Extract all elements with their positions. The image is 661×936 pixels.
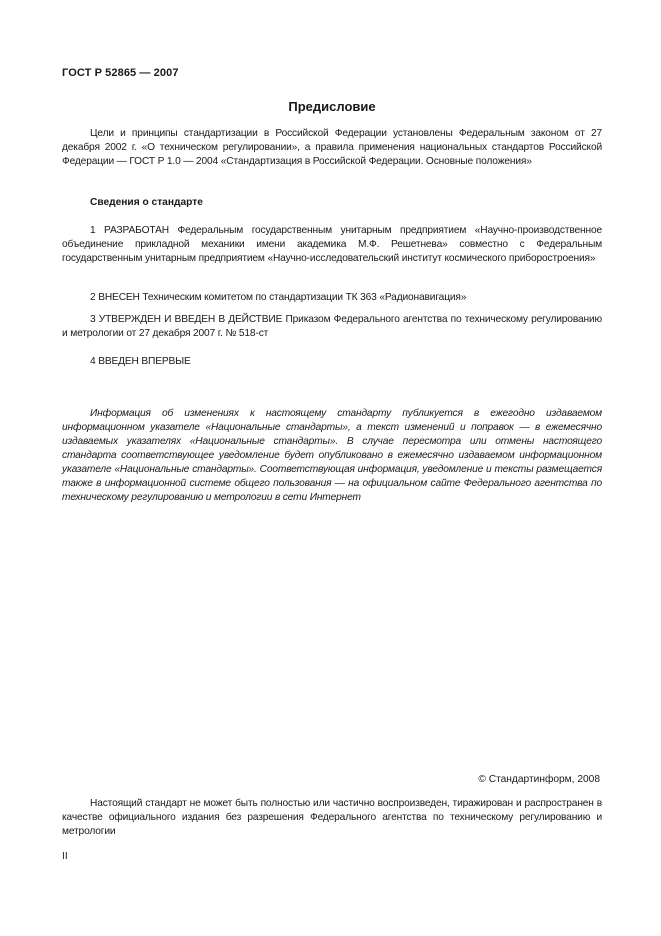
page-title: Предисловие — [288, 99, 376, 114]
standard-info-item-2: 2 ВНЕСЕН Техническим комитетом по стандартизации ТК 363 «Радионавигация» — [90, 292, 467, 303]
standard-info-item-4: 4 ВВЕДЕН ВПЕРВЫЕ — [90, 356, 191, 367]
copyright-notice: © Стандартинформ, 2008 — [478, 774, 600, 785]
page-number: II — [62, 851, 68, 862]
standard-info-item-3: 3 УТВЕРЖДЕН И ВВЕДЕН В ДЕЙСТВИЕ Приказом Федерального агентства по техническому регулированию и метрологии от 27 декабря 2007 г. № 518-ст — [62, 314, 602, 339]
changes-info-paragraph: Информация об изменениях к настоящему стандарту публикуется в ежегодно издаваемом информационном указателе «Национальные стандарты», а текст изменений и поправок — в ежемесячно издаваемых указателях «Национальные стандарты». В случае пересмотра или отмены настоящего стандарта соответствующее уведомление будет опубликовано в ежемесячно издаваемом информационном указателе «Национальные стандарты». Соответствующая информация, уведомление и тексты размещается также в информационной системе общего пользования — на официальном сайте Федерального агентства по техническому регулированию и метрологии в сети Интернет — [62, 408, 602, 503]
reproduction-notice: Настоящий стандарт не может быть полностью или частично воспроизведен, тиражирован и распространен в качестве официального издания без разрешения Федерального агентства по техническому регулированию и метрологии — [62, 798, 602, 837]
standard-info-item-1: 1 РАЗРАБОТАН Федеральным государственным унитарным предприятием «Научно-производственное объединение прикладной механики имени академика М.Ф. Решетнева» совместно с Федеральным государственным унитарным предприятием «Научно-исследовательский институт космического приборостроения» — [62, 225, 602, 264]
foreword-intro-paragraph: Цели и принципы стандартизации в Российской Федерации установлены Федеральным законом от 27 декабря 2002 г. «О техническом регулировании», а правила применения национальных стандартов Российской Федерации — ГОСТ Р 1.0 — 2004 «Стандартизация в Российской Федерации. Основные положения» — [62, 128, 602, 167]
document-header: ГОСТ Р 52865 — 2007 — [62, 67, 179, 79]
standard-info-heading: Сведения о стандарте — [90, 197, 203, 208]
